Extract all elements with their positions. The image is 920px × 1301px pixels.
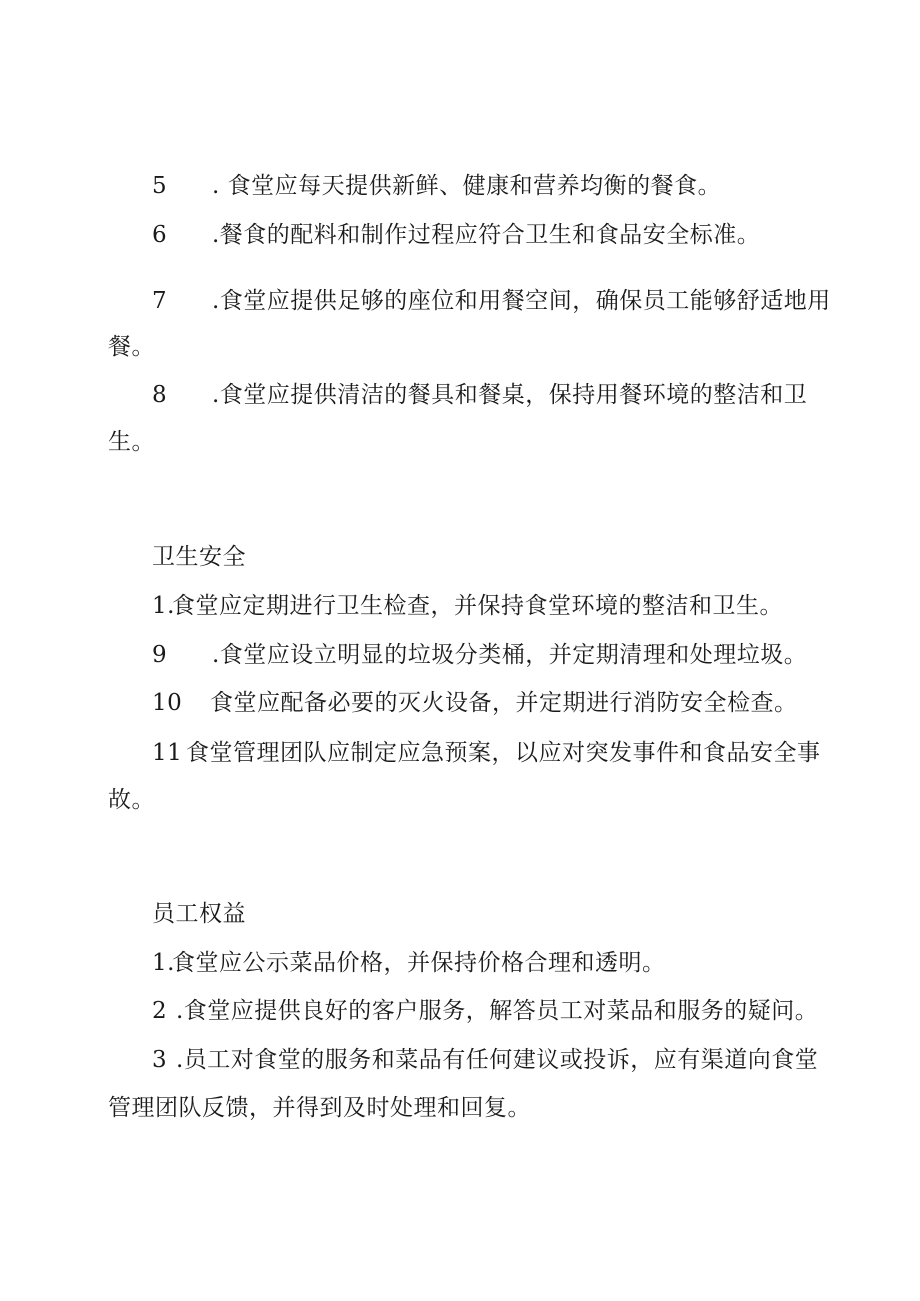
list-item [152,381,807,409]
list-item [152,221,760,249]
item-text: .食堂应提供良好的客户服务，解答员工对菜品和服务的疑问。 [176,998,819,1024]
item-continuation: 故。 [108,787,155,813]
item-number: 6 [152,222,168,248]
item-text: .食堂应提供清洁的餐具和餐桌，保持用餐环境的整洁和卫 [212,382,808,408]
item-number: 11 [152,740,183,766]
item-number: 1. [152,950,175,976]
list-item [152,592,783,620]
item-text: 食堂应配备必要的灭火设备，并定期进行消防安全检查。 [210,690,798,716]
section-heading: 员工权益 [152,901,246,927]
list-item [152,739,821,767]
item-text: . 食堂应每天提供新鲜、健康和营养均衡的餐食。 [212,173,722,199]
item-number: 8 [152,382,168,408]
item-text: .餐食的配料和制作过程应符合卫生和食品安全标准。 [212,222,761,248]
list-item [152,689,798,717]
item-number: 9 [152,642,168,668]
list-item [152,949,666,977]
item-number: 5 [152,173,168,199]
item-text: .食堂应提供足够的座位和用餐空间，确保员工能够舒适地用 [212,288,831,314]
item-text: 食堂应定期进行卫生检查，并保持食堂环境的整洁和卫生。 [172,593,783,619]
list-item [152,641,807,669]
item-number: 10 [152,690,183,716]
item-number: 1. [152,593,175,619]
item-continuation: 生。 [108,429,155,455]
list-item [152,1046,818,1074]
item-continuation: 管理团队反馈，并得到及时处理和回复。 [108,1095,531,1121]
item-number: 3 [152,1047,168,1073]
list-item [152,287,831,315]
item-text: .员工对食堂的服务和菜品有任何建议或投诉，应有渠道向食堂 [176,1047,819,1073]
item-text: .食堂应设立明显的垃圾分类桶，并定期清理和处理垃圾。 [212,642,808,668]
list-item [152,172,721,200]
item-number: 2 [152,998,168,1024]
item-text: 食堂应公示菜品价格，并保持价格合理和透明。 [172,950,666,976]
section-heading: 卫生安全 [152,544,246,570]
item-number: 7 [152,288,168,314]
list-item [152,997,818,1025]
item-text: 食堂管理团队应制定应急预案，以应对突发事件和食品安全事 [186,740,821,766]
item-continuation: 餐。 [108,334,155,360]
